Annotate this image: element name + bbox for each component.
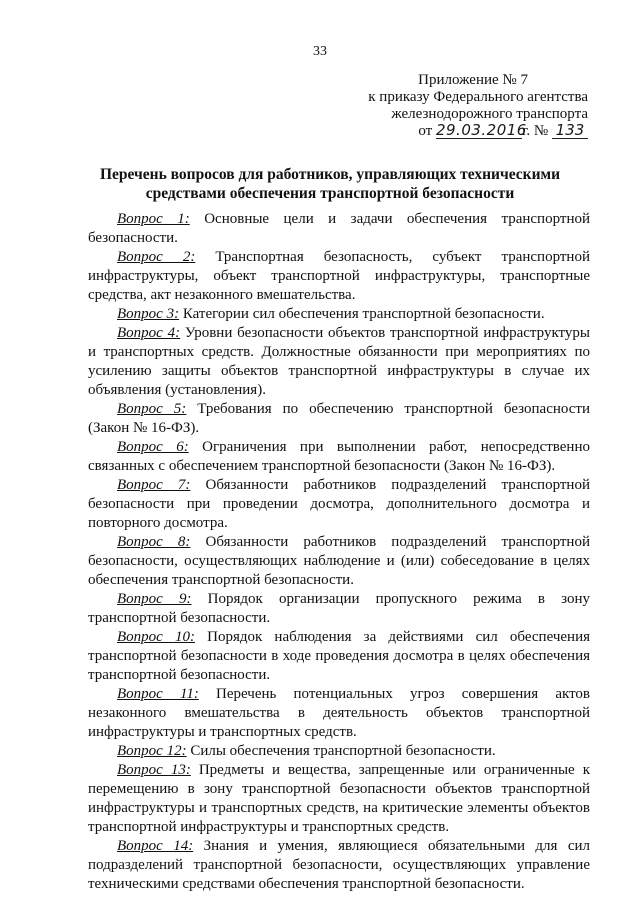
question-label: Вопрос 14:: [117, 838, 194, 854]
question-text: Уровни безопасности объектов транспортной инфраструктуры и транспортных средств. Должностные обязанности при мероприятиях по усилению защиты объектов транспортной инфраструктуры в случае их объявления (установления).: [88, 325, 590, 398]
question-text: Категории сил обеспечения транспортной безопасности.: [182, 306, 545, 322]
page-number: 33: [313, 44, 327, 59]
handwritten-date: 29.03.2016: [435, 121, 527, 139]
question-text: Обязанности работников подразделений транспортной безопасности, осуществляющих наблюдение и (или) собеседование в целях обеспечения транспортной безопасности.: [88, 534, 590, 588]
appendix-date-line: [368, 123, 588, 140]
question-item: [88, 761, 590, 837]
question-label: Вопрос 7:: [117, 477, 191, 493]
from-label: от: [418, 123, 433, 139]
appendix-order-line: к приказу Федерального агентства: [368, 89, 588, 105]
question-text: Предметы и вещества, запрещенные или ограниченные к перемещению в зону транспортной безопасности объектов транспортной инфраструктуры и транспортных средств, на критические элементы объектов транспортной инфраструктуры и транспортных средств.: [88, 762, 590, 835]
question-text: Силы обеспечения транспортной безопасности.: [190, 743, 496, 759]
handwritten-order-number: 133: [552, 123, 588, 139]
question-text: Транспортная безопасность, субъект транспортной инфраструктуры, объект транспортной инфраструктуры, транспортные средства, акт незаконного вмешательства.: [88, 249, 590, 303]
question-label: Вопрос 9:: [117, 591, 192, 607]
question-item: [88, 324, 590, 400]
question-text: Основные цели и задачи обеспечения транспортной безопасности.: [88, 211, 590, 246]
year-number-label: г. №: [521, 123, 549, 139]
appendix-title: Приложение № 7: [418, 72, 528, 88]
question-text: Перечень потенциальных угроз совершения актов незаконного вмешательства в деятельность объектов транспортной инфраструктуры и транспортных средств.: [88, 686, 591, 740]
question-text: Порядок организации пропускного режима в зону транспортной безопасности.: [88, 591, 591, 626]
question-text: Ограничения при выполнении работ, непосредственно связанных с обеспечением транспортной безопасности (Закон № 16-ФЗ).: [88, 439, 590, 474]
question-item: [88, 685, 590, 742]
question-label: Вопрос 13:: [117, 762, 191, 778]
question-text: Порядок наблюдения за действиями сил обеспечения транспортной безопасности в ходе проведения досмотра в целях обеспечения транспортной безопасности.: [88, 629, 591, 683]
question-item: [88, 590, 590, 628]
question-label: Вопрос 10:: [117, 629, 195, 645]
question-item: [88, 533, 590, 590]
question-text: Знания и умения, являющиеся обязательными для сил подразделений транспортной безопасности, осуществляющих управление техническими средствами обеспечения транспортной безопасности.: [88, 838, 590, 892]
appendix-block: [368, 72, 588, 140]
document-title: Перечень вопросов для работников, управляющих техническими средствами обеспечения транспортной безопасности: [99, 166, 561, 202]
question-label: Вопрос 11:: [117, 686, 199, 702]
question-label: Вопрос 12:: [117, 743, 187, 759]
question-item: [88, 305, 590, 324]
question-item: [88, 210, 590, 248]
question-item: [88, 837, 590, 894]
question-label: Вопрос 6:: [117, 439, 189, 455]
appendix-agency-line: железнодорожного транспорта: [391, 106, 588, 122]
question-label: Вопрос 2:: [117, 249, 196, 265]
question-item: [88, 628, 590, 685]
question-item: [88, 476, 590, 533]
question-label: Вопрос 8:: [117, 534, 191, 550]
question-item: [88, 742, 590, 761]
question-label: Вопрос 1:: [117, 211, 190, 227]
questions-list: [88, 210, 590, 894]
question-text: Обязанности работников подразделений транспортной безопасности при проведении досмотра, дополнительного досмотра и повторного досмотра.: [88, 477, 590, 531]
question-label: Вопрос 3:: [117, 306, 180, 322]
question-label: Вопрос 5:: [117, 401, 187, 417]
question-item: [88, 400, 590, 438]
question-item: [88, 248, 590, 305]
question-item: [88, 438, 590, 476]
question-label: Вопрос 4:: [117, 325, 181, 341]
question-text: Требования по обеспечению транспортной безопасности (Закон № 16-ФЗ).: [88, 401, 591, 436]
